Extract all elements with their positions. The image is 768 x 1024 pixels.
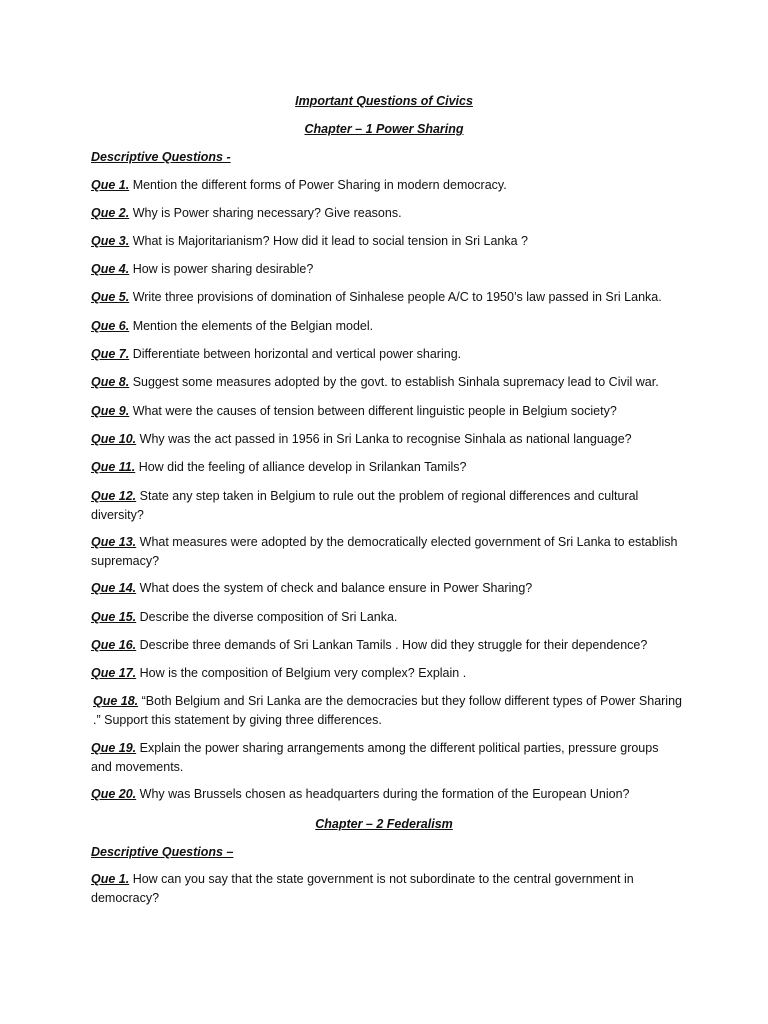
question-text: How did the feeling of alliance develop in Srilankan Tamils? [135,460,467,474]
question-number: Que 14. [91,581,137,595]
question-item [93,692,683,729]
question-text: Mention the different forms of Power Sharing in modern democracy. [129,178,507,192]
question-item [91,664,681,683]
question-number: Que 9. [91,404,130,418]
chapter-2-title: Chapter – 2 Federalism [315,817,453,831]
question-number: Que 1. [91,178,130,192]
question-item [91,204,681,223]
question-text: Why is Power sharing necessary? Give reasons. [129,206,402,220]
question-number: Que 6. [91,319,130,333]
question-item [91,373,681,392]
question-number: Que 11. [91,460,136,474]
question-text: “Both Belgium and Sri Lanka are the democracies but they follow different types of Power Sharing .” Support this statement by giving three differences. [93,694,682,727]
question-text: Describe three demands of Sri Lankan Tamils . How did they struggle for their dependence? [136,638,648,652]
question-item [91,176,681,195]
question-number: Que 8. [91,375,130,389]
question-item [91,608,681,627]
question-item [91,785,681,804]
question-item [91,260,681,279]
question-text: What were the causes of tension between different linguistic people in Belgium society? [129,404,617,418]
document-title: Important Questions of Civics [295,94,473,108]
question-text: Why was the act passed in 1956 in Sri Lanka to recognise Sinhala as national language? [136,432,632,446]
chapter-1-section-label: Descriptive Questions - [91,150,231,164]
question-text: How is the composition of Belgium very complex? Explain . [136,666,467,680]
question-number: Que 17. [91,666,137,680]
question-text: Mention the elements of the Belgian model. [129,319,374,333]
question-text: How can you say that the state government is not subordinate to the central government in democracy? [91,872,634,905]
question-number: Que 5. [91,290,130,304]
question-text: Write three provisions of domination of Sinhalese people A/C to 1950’s law passed in Sri Lanka. [129,290,662,304]
question-number: Que 18. [93,694,139,708]
question-item [91,345,681,364]
chapter-1-title: Chapter – 1 Power Sharing [304,122,464,136]
question-item [91,232,681,251]
question-number: Que 2. [91,206,130,220]
question-item [91,487,681,524]
question-number: Que 19. [91,741,137,755]
question-number: Que 12. [91,489,137,503]
question-item [91,458,681,477]
question-text: How is power sharing desirable? [129,262,314,276]
question-item [91,870,681,907]
question-item [91,533,681,570]
question-item [91,288,681,307]
question-number: Que 4. [91,262,130,276]
question-number: Que 20. [91,787,137,801]
question-item [91,636,681,655]
question-item [91,402,681,421]
question-number: Que 1. [91,872,130,886]
question-number: Que 3. [91,234,130,248]
question-number: Que 16. [91,638,137,652]
question-item [91,739,681,776]
question-item [91,430,681,449]
question-text: Suggest some measures adopted by the govt. to establish Sinhala supremacy lead to Civil war. [129,375,659,389]
question-number: Que 10. [91,432,137,446]
question-text: What is Majoritarianism? How did it lead to social tension in Sri Lanka ? [129,234,529,248]
question-number: Que 13. [91,535,137,549]
chapter-2-section-label: Descriptive Questions – [91,845,234,859]
question-text: What measures were adopted by the democratically elected government of Sri Lanka to establish supremacy? [91,535,678,568]
question-item [91,317,681,336]
question-text: Differentiate between horizontal and vertical power sharing. [129,347,462,361]
question-text: Describe the diverse composition of Sri Lanka. [136,610,398,624]
question-text: State any step taken in Belgium to rule out the problem of regional differences and cultural diversity? [91,489,639,522]
question-text: Why was Brussels chosen as headquarters during the formation of the European Union? [136,787,630,801]
question-text: What does the system of check and balance ensure in Power Sharing? [136,581,533,595]
question-text: Explain the power sharing arrangements among the different political parties, pressure groups and movements. [91,741,659,774]
question-number: Que 7. [91,347,130,361]
question-number: Que 15. [91,610,137,624]
question-item [91,579,681,598]
